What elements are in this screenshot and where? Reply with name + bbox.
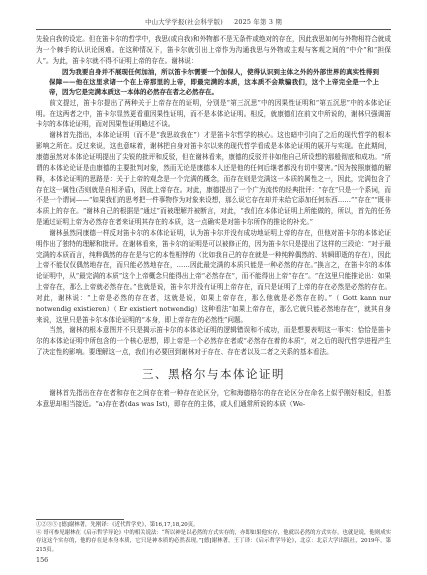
footnote-rule: [36, 519, 124, 520]
running-header: [0, 17, 427, 26]
paragraph: 谢林虽然同康德一样反对笛卡尔的本体论证明，认为笛卡尔并没有成功地证明上帝的存在，但他对笛卡尔的本体论证明作出了独特的理解和批评。在谢林看来，笛卡尔的证明是可以被修正的，因为笛卡尔只是提出了这样的三段论：“对于最完满的本质而言，纯粹偶然的存在是与它的本性相悖的（比如我自己的存在就是一种纯粹偶然的、转瞬即逝的存在），因此上帝不能仅仅偶然地存在，而只能必然地存在，……因此最完满的本质只能是一种必然的存在。”换言之，在笛卡尔的本体论证明中，从“最完满的本质”这个上帝概念只能得出上帝“必然存在”，而不能得出上帝“存在”。“在这里只能推论出：如果上帝存在，那么上帝就必然存在。”也就是说，笛卡尔并没有证明上帝存在，而只是证明了上帝的存在必然是必然的存在。对此，谢林说：“上帝是必然的存在者，这就是说，如果上帝存在，那么他就是必然存在的。”（ Gott kann nur notwendig existieren）（ Er existiert notwendig）这种看法“如果上帝存在，那么它就只能必然地存在”，就其自身来说，这里只是笛卡尔本体论证明的“本身，即上帝存在的必然性”问题。: [36, 228, 391, 324]
footnotes: [36, 521, 391, 554]
paragraph: 当然，谢林的根本意图并不只是揭示笛卡尔的本体论证明的逻辑错误和不成功，而是想要表明这一事实：恰恰是笛卡尔的本体论证明中所包含的一个核心思想，即上帝是一个必然存在者或“必然存在着的本质”，对之后的现代哲学进程产生了决定性的影响。要理解这一点，我们有必要回到谢林对于存在、存在者以及二者之关系的基本看法。: [36, 326, 391, 357]
header-rule: [36, 29, 391, 30]
section-title: 三、黑格尔与本体论证明: [142, 367, 285, 381]
paragraph: 先验自我的设定。但在笛卡尔的哲学中，我思(或自我)和外物都不是无条件或绝对的存在，因此我思如何与外物相符合就成为一个棘手的认识论困难。在这种情况下，笛卡尔就引出上帝作为沟通我思与外物或主观与客观之间的“中介”和“担保人”。为此，笛卡尔就不得不证明上帝的存在。谢林说：: [36, 35, 391, 65]
journal-name: 中山大学学报(社会科学版): [145, 18, 223, 26]
footnote: ①②③⑤ [德]谢林著，先刚译：《近代哲学史》，第16,17,18,20页。: [36, 522, 199, 528]
body-text: [36, 34, 391, 410]
paragraph: 谢林首先指出，本体论证明（而不是“我思故我在”）才是笛卡尔哲学的核心。这也暗中引向了之后的现代哲学的根本影响之所在。反过来说，这也意味着，谢林把自身对笛卡尔以来的现代哲学看成是本体论证明的展开与实现。在此期间，康德虽然对本体论证明提出了尖锐的批评和反驳，但在谢林看来，康德的反驳并非如他自己所设想的那般彻底和成功。“所谓的本体论论证是由康德的主要批判对象，然而无论是康德本人还是他的任何后继者都没有切中要害。”因为按照康德的解释，本体论证明的思路是：关于上帝的观念是一个完满的概念，而存在则是完满这一本质的属性之一，因此，完满包含了存在这一属性(否则就是自相矛盾)，因此上帝存在。对此，康德提出了一个广为流传的经典批评：“存在”只是一个系词，而不是一个谓词——“如果我们的思考把一件事物作为对象来设想，那么说它存在却并未给它添加任何东西……”“存在”“既非本质上的存在。“谢林自己的根据是“通过”而被理解并被断言，对此，“我们在本体论证明上所能做的，所以，首先的任务是通过证明上帝为必然存在者来证明其存在的本质，这一点确实是对笛卡尔所作的推论的补充。”: [36, 131, 391, 227]
paragraph: 前文提过，笛卡尔提出了两种关于上帝存在的证明，分别是“第三沉思”中的因果性证明和“第五沉思”中的本体论证明。在这两者之中，笛卡尔显然更看重因果性证明，而不是本体论证明。相反，就康德们在前文中所说的，谢林只强调笛卡尔的本体论证明，而对因果性证明略过不谈。: [36, 98, 391, 129]
issue-label: 2025 年第 3 期: [234, 18, 282, 26]
page-number: 156: [36, 556, 49, 564]
block-quote: 因为我要自身并不展现任何加油，所以笛卡尔需要一个加保人，使得认识到主体之外的外部世界的真实性得到保障——他在这里求诸一个在上帝那里的上帝，即最完满的本质，这本质不会欺骗我们，这个上帝完全是一个上帝，因为它是完满本质这一本体的必然存在者之必然存在。: [49, 67, 379, 97]
paragraph: 谢林首先指出在存在者和存在之间存在着一种存在论区分，它和海德格尔的存在论区分在命名上似乎刚好相反，但基本意思却相当接近。“a)存在者(das was Ist)，即存在的主体，或人们通常所说的本质（We-: [36, 389, 391, 408]
footnote: ④ 哥可参见谢林在《启示哲学导论》中的相关说法：“所以神是以必然的方式实存的，亦即如果他实存，他就以必然的方式实存。也就是说，他则成实存这这个实存的，他的存在是本身本质，它只是神本质的必然表现。”[德]谢林著，王丁译：《启示哲学导论》，北京：北京大学出版社，2019年，第215页。: [36, 530, 391, 553]
